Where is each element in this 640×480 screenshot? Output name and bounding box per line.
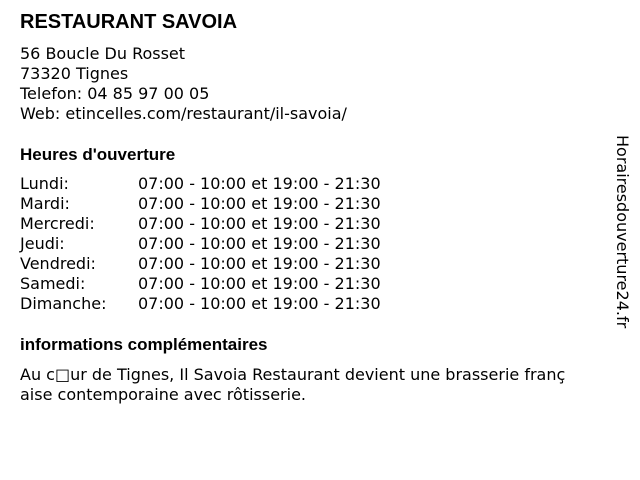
description-line: Au c□ur de Tignes, Il Savoia Restaurant devient une brasserie franç — [20, 365, 566, 384]
time-range: 07:00 - 10:00 et 19:00 - 21:30 — [138, 274, 381, 293]
day-label: Samedi: — [20, 274, 86, 293]
street-address: 56 Boucle Du Rosset — [20, 44, 186, 63]
hours-row-monday — [20, 174, 440, 194]
restaurant-description — [20, 365, 620, 405]
opening-hours-heading: Heures d'ouverture — [20, 145, 176, 164]
time-range: 07:00 - 10:00 et 19:00 - 21:30 — [138, 234, 381, 253]
hours-row-friday — [20, 254, 440, 274]
hours-row-sunday — [20, 294, 440, 314]
day-label: Vendredi: — [20, 254, 96, 273]
phone-number: Telefon: 04 85 97 00 05 — [20, 84, 210, 103]
restaurant-name: RESTAURANT SAVOIA — [20, 11, 238, 33]
day-label: Dimanche: — [20, 294, 107, 313]
postal-city: 73320 Tignes — [20, 64, 129, 83]
additional-info-heading: informations complémentaires — [20, 335, 268, 354]
hours-row-wednesday — [20, 214, 440, 234]
time-range: 07:00 - 10:00 et 19:00 - 21:30 — [138, 214, 381, 233]
hours-row-tuesday — [20, 194, 440, 214]
day-label: Jeudi: — [20, 234, 65, 253]
time-range: 07:00 - 10:00 et 19:00 - 21:30 — [138, 254, 381, 273]
day-label: Mercredi: — [20, 214, 95, 233]
time-range: 07:00 - 10:00 et 19:00 - 21:30 — [138, 294, 381, 313]
time-range: 07:00 - 10:00 et 19:00 - 21:30 — [138, 174, 381, 193]
day-label: Lundi: — [20, 174, 69, 193]
hours-row-thursday — [20, 234, 440, 254]
address-block — [20, 44, 347, 124]
hours-row-saturday — [20, 274, 440, 294]
description-line: aise contemporaine avec rôtisserie. — [20, 385, 306, 404]
time-range: 07:00 - 10:00 et 19:00 - 21:30 — [138, 194, 381, 213]
opening-hours-list — [20, 174, 440, 314]
day-label: Mardi: — [20, 194, 70, 213]
site-watermark: Horairesdouverture24.fr — [613, 135, 632, 329]
website-link[interactable]: Web: etincelles.com/restaurant/il-savoia/ — [20, 104, 347, 123]
